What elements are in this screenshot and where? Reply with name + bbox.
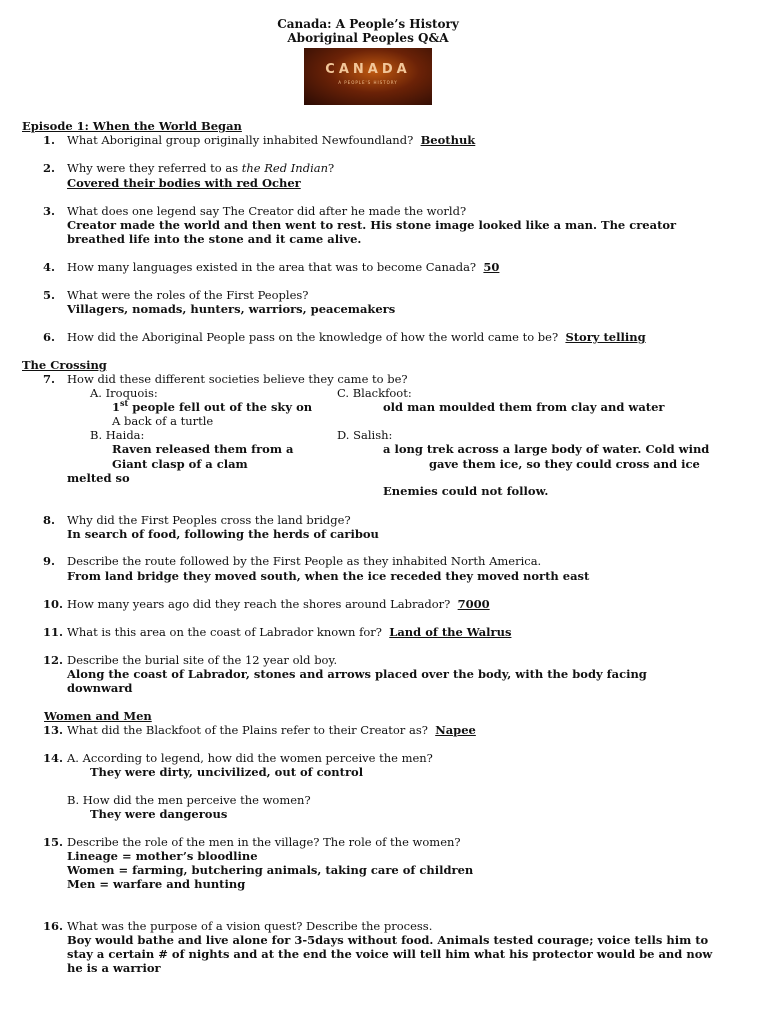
document-subtitle: Aboriginal Peoples Q&A: [287, 31, 449, 45]
q15-answer-line3: Men = warfare and hunting: [67, 877, 246, 891]
crossing-heading: The Crossing: [22, 358, 107, 372]
q5-question: What were the roles of the First Peoples?: [67, 288, 309, 302]
q4-question: [67, 260, 499, 274]
q16-answer-line3: he is a warrior: [67, 961, 161, 975]
q14-a-question: A. According to legend, how did the women perceive the men?: [67, 751, 433, 765]
q2-question-italic: the Red Indian: [241, 161, 329, 175]
episode-heading: Episode 1: When the World Began: [22, 119, 242, 133]
q13-question: [67, 723, 476, 737]
q7-a-answer-sup: st: [120, 398, 129, 409]
q7-a-answer-num: 1: [112, 400, 121, 414]
q4-answer: 50: [483, 260, 500, 274]
q1-question-text: What Aboriginal group originally inhabited Newfoundland?: [67, 133, 414, 147]
women-men-heading: Women and Men: [44, 709, 152, 723]
q6-answer: Story telling: [565, 330, 646, 344]
q7-question: How did these different societies believe they came to be?: [67, 372, 408, 386]
q12-number: 12.: [43, 653, 64, 667]
q9-number: 9.: [43, 554, 56, 568]
q14-number: 14.: [43, 751, 64, 765]
q1-number: 1.: [43, 133, 56, 147]
q8-answer: In search of food, following the herds of caribou: [67, 527, 379, 541]
q3-question: What does one legend say The Creator did after he made the world?: [67, 204, 467, 218]
q6-question-text: How did the Aboriginal People pass on the knowledge of how the world came to be?: [67, 330, 559, 344]
q7-c-answer: old man moulded them from clay and water: [383, 400, 665, 414]
q9-question: Describe the route followed by the First People as they inhabited North America.: [67, 554, 542, 568]
q11-answer: Land of the Walrus: [389, 625, 512, 639]
q14-b-answer: They were dangerous: [90, 807, 228, 821]
q15-number: 15.: [43, 835, 64, 849]
q12-answer-line1: Along the coast of Labrador, stones and arrows placed over the body, with the body facing: [67, 667, 647, 681]
q1-question: [67, 133, 475, 147]
q8-question: Why did the First Peoples cross the land bridge?: [67, 513, 351, 527]
q1-answer: Beothuk: [420, 133, 476, 147]
q10-answer: 7000: [457, 597, 490, 611]
q15-answer-line2: Women = farming, butchering animals, taking care of children: [67, 863, 474, 877]
q2-question: [67, 161, 334, 175]
q7-a-answer-text: people fell out of the sky on: [128, 400, 313, 414]
q13-number: 13.: [43, 723, 64, 737]
q14-a-answer: They were dirty, uncivilized, out of control: [90, 765, 364, 779]
q6-number: 6.: [43, 330, 56, 344]
logo-word: CANADA: [325, 62, 411, 77]
logo-subtitle: A PEOPLE'S HISTORY: [338, 80, 398, 85]
q2-answer: Covered their bodies with red Ocher: [67, 176, 301, 190]
q7-number: 7.: [43, 372, 56, 386]
q2-question-end: ?: [328, 161, 335, 175]
q10-question-text: How many years ago did they reach the shores around Labrador?: [67, 597, 451, 611]
q7-a-label: A. Iroquois:: [90, 386, 158, 400]
q11-number: 11.: [43, 625, 64, 639]
q11-question: [67, 625, 511, 639]
q8-number: 8.: [43, 513, 56, 527]
q10-number: 10.: [43, 597, 64, 611]
q7-b-answer-line3: melted so: [67, 471, 130, 485]
q12-question: Describe the burial site of the 12 year old boy.: [67, 653, 338, 667]
canada-logo-image: [304, 48, 432, 105]
q16-number: 16.: [43, 919, 64, 933]
q3-number: 3.: [43, 204, 56, 218]
document-title: Canada: A People’s History: [277, 17, 459, 31]
q15-question: Describe the role of the men in the village? The role of the women?: [67, 835, 461, 849]
q12-answer-line2: downward: [67, 681, 133, 695]
q7-d-answer-line2: gave them ice, so they could cross and ice: [429, 457, 700, 471]
q7-d-answer-line3: Enemies could not follow.: [383, 484, 549, 498]
q7-a-answer-line2: A back of a turtle: [112, 414, 214, 428]
q2-number: 2.: [43, 161, 56, 175]
q7-d-label: D. Salish:: [337, 428, 393, 442]
q2-question-text: Why were they referred to as: [67, 161, 242, 175]
q7-d-answer-line1: a long trek across a large body of water. Cold wind: [383, 442, 710, 456]
q6-question: [67, 330, 646, 344]
q13-answer: Napee: [435, 723, 476, 737]
q15-answer-line1: Lineage = mother’s bloodline: [67, 849, 258, 863]
q9-answer: From land bridge they moved south, when the ice receded they moved north east: [67, 569, 590, 583]
q10-question: [67, 597, 490, 611]
q14-b-question: B. How did the men perceive the women?: [67, 793, 311, 807]
q4-question-text: How many languages existed in the area that was to become Canada?: [67, 260, 477, 274]
q7-a-answer-line1: [112, 400, 312, 414]
q3-answer-line2: breathed life into the stone and it came alive.: [67, 232, 362, 246]
q3-answer-line1: Creator made the world and then went to rest. His stone image looked like a man. The creator: [67, 218, 677, 232]
q4-number: 4.: [43, 260, 56, 274]
q13-question-text: What did the Blackfoot of the Plains refer to their Creator as?: [67, 723, 428, 737]
q16-answer-line1: Boy would bathe and live alone for 3-5days without food. Animals tested courage; voice tells him to: [67, 933, 709, 947]
q16-question: What was the purpose of a vision quest? Describe the process.: [67, 919, 433, 933]
q7-b-answer-line2: Giant clasp of a clam: [112, 457, 248, 471]
q7-b-label: B. Haida:: [90, 428, 145, 442]
q5-answer: Villagers, nomads, hunters, warriors, peacemakers: [67, 302, 396, 316]
q5-number: 5.: [43, 288, 56, 302]
q7-b-answer-line1: Raven released them from a: [112, 442, 294, 456]
q7-c-label: C. Blackfoot:: [337, 386, 412, 400]
q16-answer-line2: stay a certain # of nights and at the end the voice will tell him what his protector would be and now: [67, 947, 713, 961]
q11-question-text: What is this area on the coast of Labrador known for?: [67, 625, 382, 639]
